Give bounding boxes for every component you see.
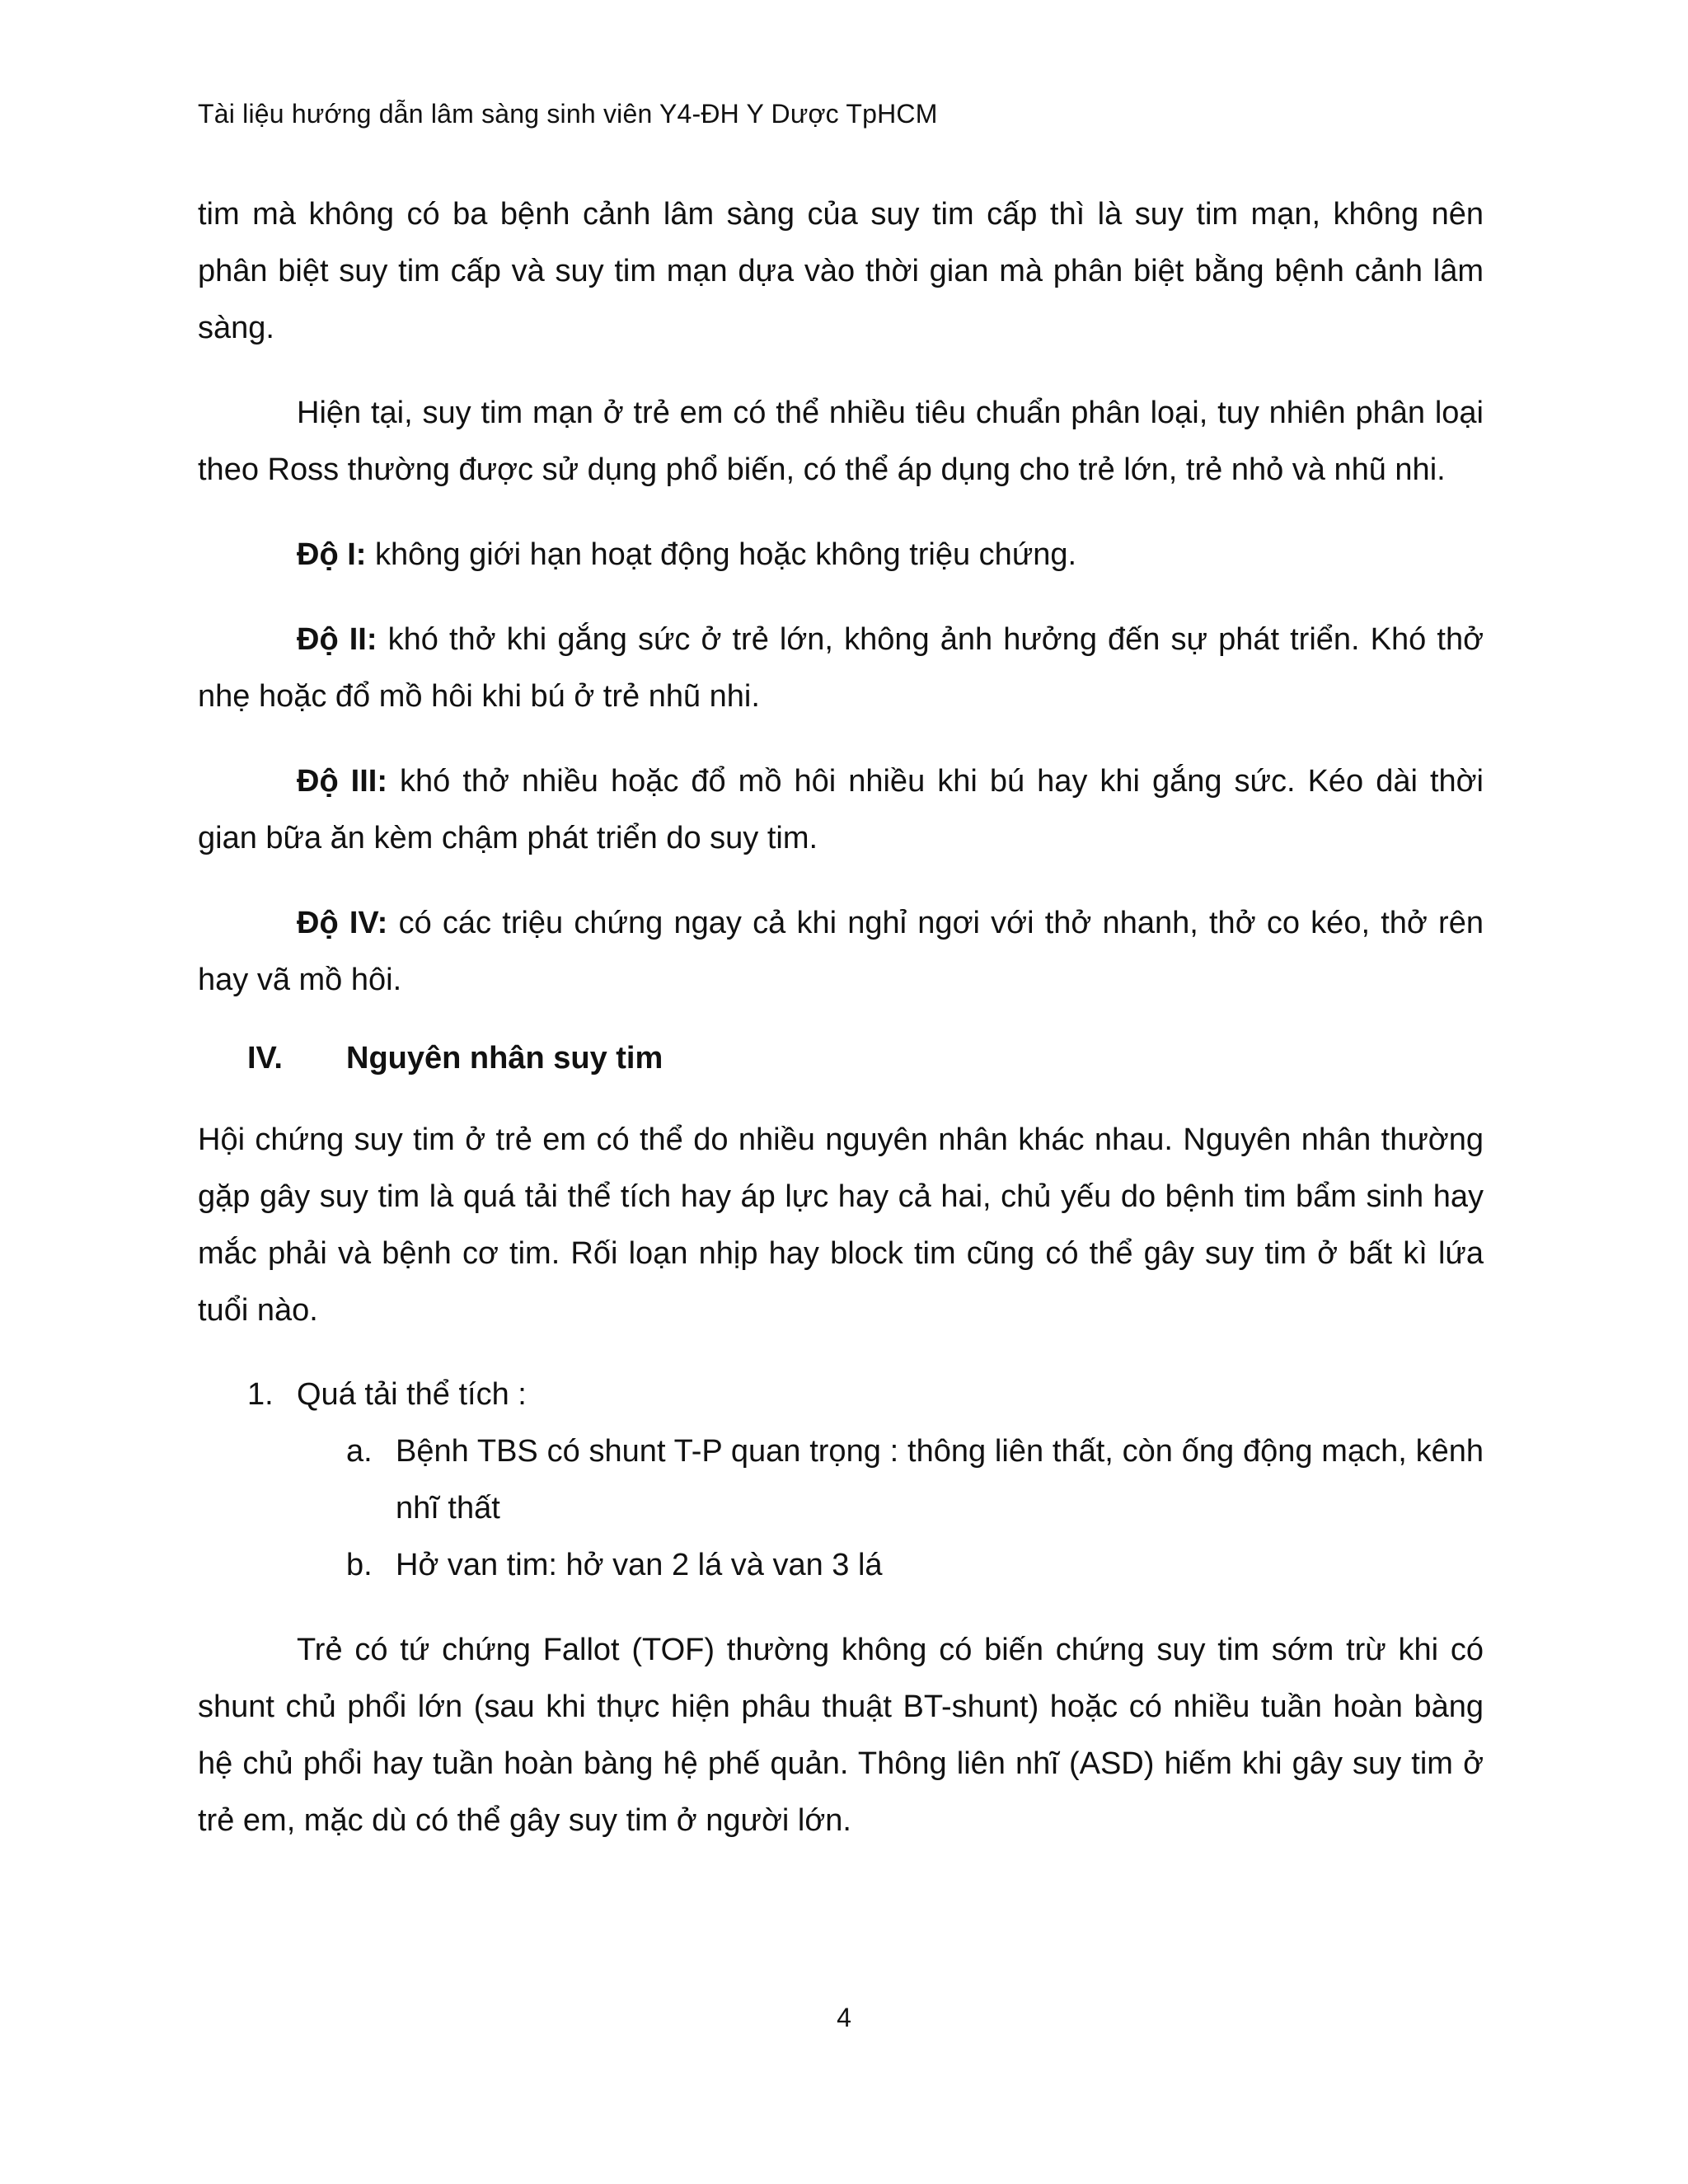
grade-label: Độ II: xyxy=(297,622,377,657)
list-item-text: Quá tải thể tích : xyxy=(297,1377,527,1412)
ross-grade-1 xyxy=(198,527,1484,583)
list-marker: 1. xyxy=(247,1377,274,1412)
grade-text: khó thở khi gắng sức ở trẻ lớn, không ảnh hưởng đến sự phát triển. Khó thở nhẹ hoặc đổ mồ hôi khi bú ở trẻ nhũ nhi. xyxy=(198,622,1484,714)
paragraph-causes-intro: Hội chứng suy tim ở trẻ em có thể do nhiều nguyên nhân khác nhau. Nguyên nhân thường gặp gây suy tim là quá tải thể tích hay áp lực hay cả hai, chủ yếu do bệnh tim bẩm sinh hay mắc phải và bệnh cơ tim. Rối loạn nhịp hay block tim cũng có thể gây suy tim ở bất kì lứa tuổi nào. xyxy=(198,1122,1484,1328)
page-number: 4 xyxy=(837,2003,851,2032)
grade-label: Độ I: xyxy=(297,537,367,572)
list-marker: b. xyxy=(346,1548,373,1582)
paragraph-continuation: tim mà không có ba bệnh cảnh lâm sàng của suy tim cấp thì là suy tim mạn, không nên phân biệt suy tim cấp và suy tim mạn dựa vào thời gian mà phân biệt bằng bệnh cảnh lâm sàng. xyxy=(198,197,1484,345)
sub-list-item xyxy=(198,1423,1484,1537)
section-title: Nguyên nhân suy tim xyxy=(346,1041,663,1076)
list-item xyxy=(198,1366,1484,1423)
grade-text: có các triệu chứng ngay cả khi nghỉ ngơi với thở nhanh, thở co kéo, thở rên hay vã mồ hôi. xyxy=(198,906,1484,997)
grade-text: khó thở nhiều hoặc đổ mồ hôi nhiều khi bú hay khi gắng sức. Kéo dài thời gian bữa ăn kèm chậm phát triển do suy tim. xyxy=(198,764,1484,855)
list-item-text: Hở van tim: hở van 2 lá và van 3 lá xyxy=(396,1548,883,1582)
ross-grade-2 xyxy=(198,612,1484,725)
section-number: IV. xyxy=(247,1041,283,1076)
paragraph-ross-intro: Hiện tại, suy tim mạn ở trẻ em có thể nhiều tiêu chuẩn phân loại, tuy nhiên phân loại theo Ross thường được sử dụng phổ biến, có thể áp dụng cho trẻ lớn, trẻ nhỏ và nhũ nhi. xyxy=(198,396,1484,487)
list-item-text: Bệnh TBS có shunt T-P quan trọng : thông liên thất, còn ống động mạch, kênh nhĩ thất xyxy=(396,1434,1484,1526)
paragraph-tof: Trẻ có tứ chứng Fallot (TOF) thường không có biến chứng suy tim sớm trừ khi có shunt chủ phổi lớn (sau khi thực hiện phâu thuật BT-shunt) hoặc có nhiều tuần hoàn bàng hệ chủ phổi hay tuần hoàn bàng hệ phế quản. Thông liên nhĩ (ASD) hiếm khi gây suy tim ở trẻ em, mặc dù có thể gây suy tim ở người lớn. xyxy=(198,1633,1484,1838)
section-heading xyxy=(198,1032,1484,1085)
grade-label: Độ III: xyxy=(297,764,388,799)
causes-list xyxy=(198,1366,1484,1594)
ross-grade-4 xyxy=(198,895,1484,1009)
ross-grade-3 xyxy=(198,753,1484,867)
document-body xyxy=(198,186,1484,1849)
list-marker: a. xyxy=(346,1434,373,1469)
grade-label: Độ IV: xyxy=(297,906,388,940)
sub-list-item xyxy=(198,1537,1484,1594)
page-header: Tài liệu hướng dẫn lâm sàng sinh viên Y4-ĐH Y Dược TpHCM xyxy=(198,99,938,129)
grade-text: không giới hạn hoạt động hoặc không triệu chứng. xyxy=(366,537,1077,572)
